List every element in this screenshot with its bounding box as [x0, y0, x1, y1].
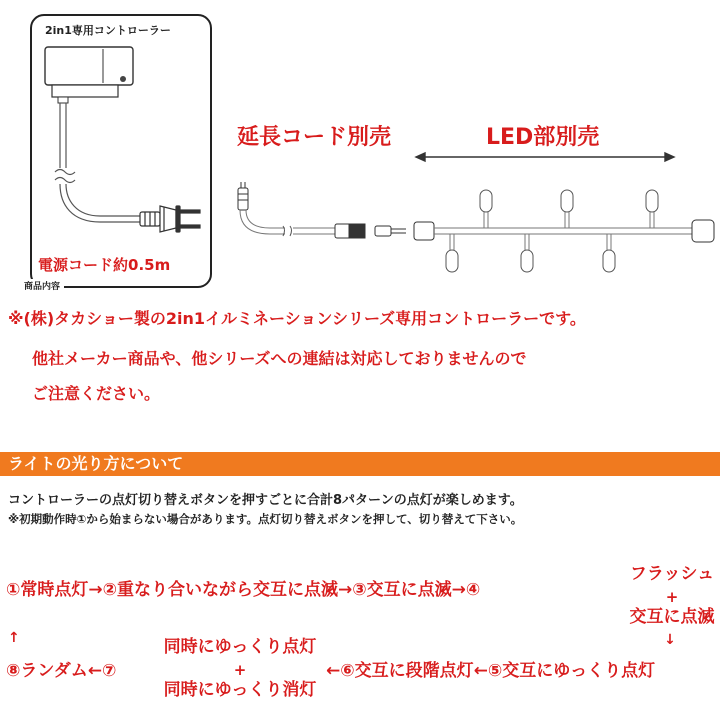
led-string	[375, 190, 714, 272]
flow-row-2-left: ⑧ランダム←⑦	[6, 661, 117, 681]
flow-row-1: ①常時点灯→②重なり合いながら交互に点滅→③交互に点滅→④	[6, 580, 481, 600]
description-line-2: ※初期動作時①から始まらない場合があります。点灯切り替えボタンを押して、切り替えて下さい。	[8, 512, 523, 526]
section-header: ライトの光り方について	[0, 452, 720, 476]
flow-step-4-alternate: 交互に点滅	[629, 607, 715, 627]
notice-line-2: 他社メーカー商品や、他シリーズへの連結は対応しておりませんので	[32, 349, 527, 368]
notice-line-3: ご注意ください。	[32, 384, 161, 403]
led-label: LED部別売	[486, 125, 600, 150]
flow-plus-sign: +	[233, 661, 247, 679]
flow-step-4-flash: フラッシュ	[629, 564, 715, 584]
led-range-arrow	[416, 153, 674, 161]
flow-step-7-fade-in: 同時にゆっくり点灯	[163, 637, 317, 657]
plug-icon	[140, 206, 200, 232]
contents-label: 商品内容	[20, 279, 64, 292]
extension-cord	[238, 182, 365, 238]
flow-row-2-right: ←⑥交互に段階点灯←⑤交互にゆっくり点灯	[326, 661, 656, 681]
controller-unit	[45, 47, 133, 103]
flow-plus-sign: +	[665, 588, 679, 606]
arrow-up-icon: ↑	[8, 630, 20, 646]
controller-title: 2in1専用コントローラー	[45, 24, 171, 37]
description-line-1: コントローラーの点灯切り替えボタンを押すごとに合計8パターンの点灯が楽しめます。	[8, 493, 523, 508]
power-cord	[55, 103, 140, 222]
power-cord-label: 電源コード約0.5m	[38, 256, 171, 274]
arrow-down-icon: ↓	[664, 632, 676, 648]
notice-line-1: ※(株)タカショー製の2in1イルミネーションシリーズ専用コントローラーです。	[8, 309, 586, 328]
extension-cord-label: 延長コード別売	[237, 125, 392, 150]
flow-step-7-fade-out: 同時にゆっくり消灯	[163, 680, 317, 700]
